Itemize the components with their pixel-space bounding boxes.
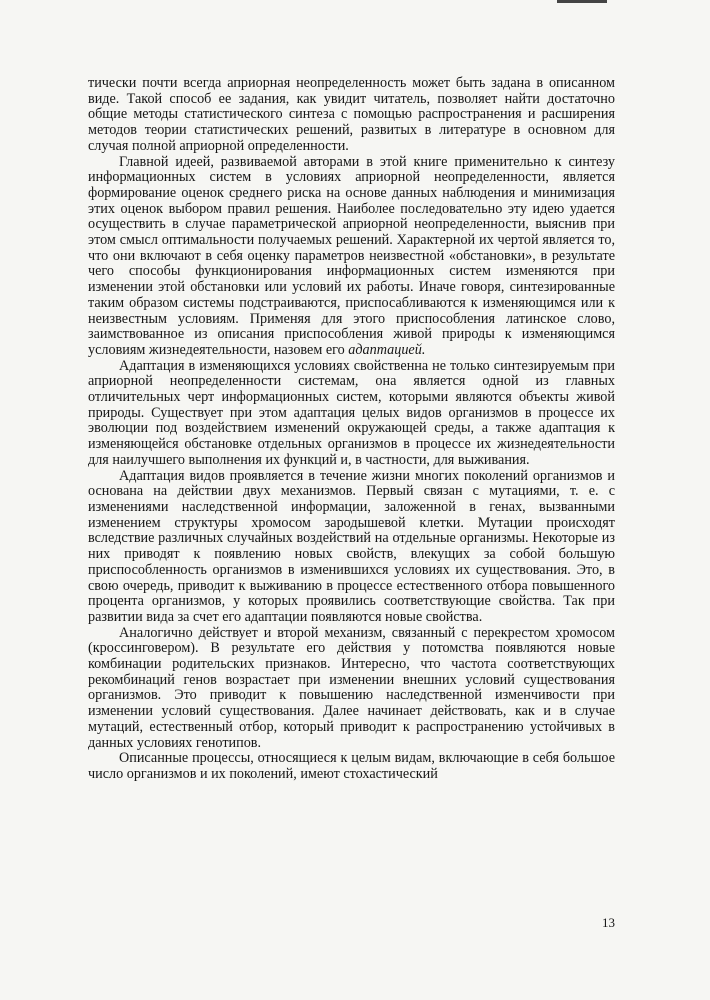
paragraph-4-text: Адаптация видов проявляется в течение жизни многих поколений организмов и основана на действии двух механизмов. Первый связан с мутациями, т. е. с изменениями наследственной информации, заложенной в генах, вызванными изменением структуры хромосом зародышевой клетки. Мутации происходят вследствие различных случайных воздействий на отдельные организмы. Некоторые из них приводят к появлению новых свойств, влекущих за собой большую приспособленность организмов в изменившихся условиях их существования. Это, в свою очередь, приводит к выживанию в процессе естественного отбора повышенного процента организмов, у которых проявились соответствующие свойства. Так при развитии вида за счет его адаптации появляются новые свойства.	[88, 467, 615, 625]
paragraph-1-text: тически почти всегда априорная неопределенность может быть задана в описанном виде. Такой способ ее задания, как увидит читатель, позволяет найти достаточно общие методы статистического синтеза с помощью распространения и расширения методов теории статистических решений, развитых в литературе в основном для случая полной априорной определенности.	[88, 75, 615, 154]
paragraph-5-text: Аналогично действует и второй механизм, связанный с перекрестом хромосом (кроссинговером). В результате его действия у потомства появляются новые комбинации родительских признаков. Интересно, что частота соответствующих рекомбинаций генов возрастает при изменении внешних условий существования организмов. Это приводит к повышению наследственной изменчивости при изменении условий существования. Далее начинает действовать, как и в случае мутаций, естественный отбор, который приводит к распространению устойчивых в данных условиях генотипов.	[88, 624, 615, 751]
paragraph-2-italic-term: адаптацией.	[348, 341, 426, 358]
paragraph-2-text: Главной идеей, развиваемой авторами в этой книге применительно к синтезу информационных систем в условиях априорной неопределенности, является формирование оценок среднего риска на основе данных наблюдения и минимизация этих оценок выбором правил решения. Наиболее последовательно эту идею удается осуществить в случае параметрической априорной неопределенности, выяснив при этом смысл оптимальности получаемых решений. Характерной их чертой является то, что они включают в себя оценку параметров неизвестной «обстановки», в результате чего способы функционирования информационных систем изменяются при изменении этой обстановки или условий их работы. Иначе говоря, синтезированные таким образом системы подстраиваются, приспосабливаются к изменяющимся или к неизвестным условиям. Применяя для этого приспособления латинское слово, заимствованное из описания приспособления живой природы к изменяющимся условиям жизнедеятельности, назовем его	[88, 153, 615, 358]
paragraph-4	[88, 469, 615, 626]
paragraph-1	[88, 76, 615, 155]
paragraph-3-text: Адаптация в изменяющихся условиях свойственна не только синтезируемым при априорной неопределенности системам, она является одной из главных отличительных черт информационных систем, которыми являются объекты живой природы. Существует при этом адаптация целых видов организмов в процессе их эволюции под воздействием изменений окружающей среды, а также адаптация к изменяющейся обстановке отдельных организмов в процессе их жизнедеятельности для наилучшего выполнения их функций и, в частности, для выживания.	[88, 357, 615, 468]
paragraph-2	[88, 155, 615, 359]
paragraph-6-text: Описанные процессы, относящиеся к целым видам, включающие в себя большое число организмов и их поколений, имеют стохастический	[88, 750, 615, 782]
top-rule	[557, 0, 607, 3]
page-text	[88, 76, 615, 783]
paragraph-3	[88, 359, 615, 469]
paragraph-6	[88, 751, 615, 782]
page-number: 13	[602, 915, 615, 930]
paragraph-5	[88, 626, 615, 752]
